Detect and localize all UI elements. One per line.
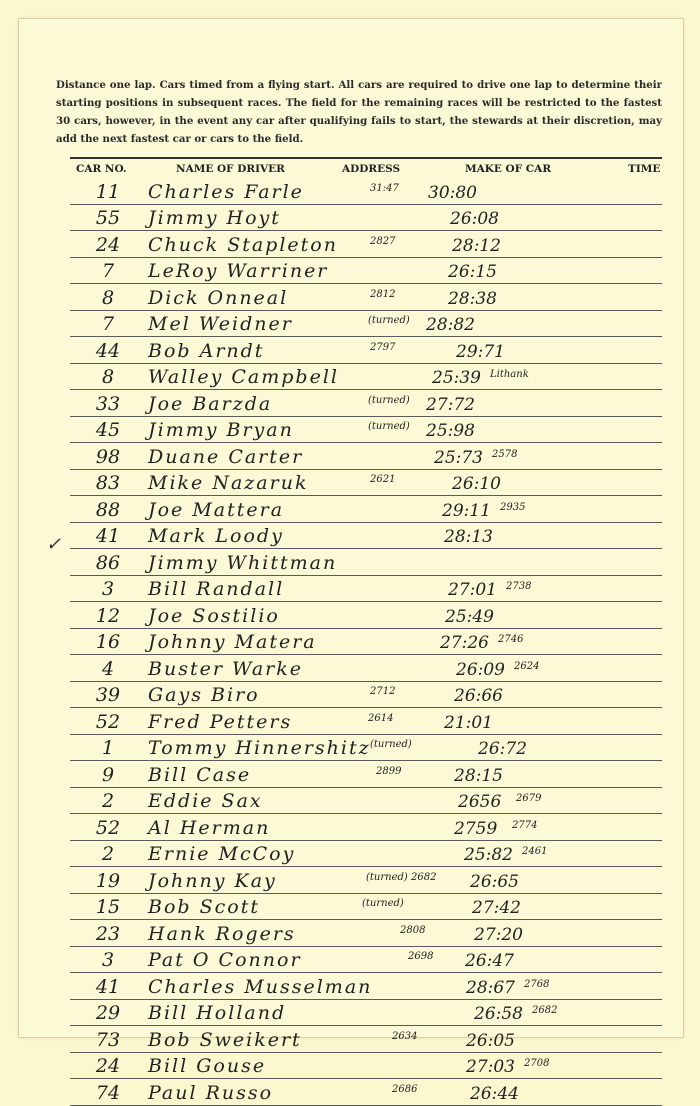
car-number: 39	[95, 684, 121, 706]
address-note: (turned)	[368, 421, 410, 432]
address-note: 2634	[392, 1030, 418, 1042]
lap-time: 26:58	[474, 1004, 523, 1024]
address-note: 2621	[370, 474, 396, 485]
table-row	[70, 788, 662, 815]
lap-time: 26:10	[452, 474, 501, 494]
driver-name: Joe Barzda	[148, 392, 273, 415]
driver-name: Bob Scott	[148, 896, 260, 918]
car-number: 23	[95, 922, 121, 945]
extra-note: 2682	[532, 1005, 558, 1016]
lap-time: 28:82	[426, 315, 475, 335]
driver-name: Bill Case	[148, 763, 252, 786]
address-note: 2808	[400, 924, 426, 936]
lap-time: 30:80	[428, 182, 477, 203]
address-note: 2827	[370, 235, 396, 247]
driver-name: Pat O Connor	[148, 949, 302, 971]
table-row	[70, 576, 662, 603]
car-number: 2	[101, 843, 115, 865]
car-number: 88	[95, 498, 121, 521]
address-note: 2812	[370, 288, 396, 300]
car-number: 7	[101, 260, 115, 282]
address-note: 2698	[408, 951, 434, 962]
driver-name: Duane Carter	[148, 445, 304, 468]
header-make-of-car: MAKE OF CAR	[465, 163, 552, 175]
table-row	[70, 364, 662, 391]
car-number: 41	[95, 975, 121, 998]
header-time: TIME	[628, 163, 661, 175]
instructions-paragraph: Distance one lap. Cars timed from a flying start. All cars are required to drive one lap to determine their starting positions in subsequent races. The field for the remaining races will be restricted to the fastest 30 cars, however, in the event any car after qualifying fails to start, the stewards at their discretion, may add the next fastest car or cars to the field.	[56, 79, 662, 145]
car-number: 41	[95, 525, 121, 547]
table-row	[70, 549, 662, 576]
extra-note: 2738	[506, 581, 532, 592]
car-number: 24	[95, 1055, 121, 1077]
lap-time: 27:01	[448, 580, 497, 600]
lap-time: 29:71	[456, 341, 505, 362]
lap-time: 2656	[458, 792, 502, 812]
lap-time: 27:26	[440, 633, 489, 653]
driver-name: Bill Holland	[148, 1002, 287, 1024]
driver-name: Mark Loody	[148, 525, 284, 547]
lap-time: 2759	[454, 818, 498, 839]
header-address: ADDRESS	[342, 163, 401, 175]
driver-name: Chuck Stapleton	[148, 233, 338, 256]
address-note: 2614	[368, 712, 394, 724]
table-row	[70, 284, 662, 311]
table-row	[70, 708, 662, 735]
extra-note: Lithank	[490, 369, 529, 380]
car-number: 45	[95, 419, 121, 441]
extra-note: 2679	[516, 793, 542, 804]
driver-name: Jimmy Hoyt	[148, 207, 281, 229]
lap-time: 25:39	[432, 368, 481, 388]
car-number: 83	[95, 472, 121, 494]
lap-time: 29:11	[442, 500, 491, 521]
lap-time: 26:15	[448, 262, 497, 282]
lap-time: 27:03	[466, 1057, 515, 1077]
table-row	[70, 390, 662, 417]
lap-time: 25:49	[445, 606, 494, 627]
address-note: 2686	[392, 1083, 418, 1095]
driver-name: Bill Randall	[148, 578, 285, 600]
lap-time: 26:65	[470, 871, 519, 892]
car-number: 33	[95, 392, 121, 415]
driver-name: Johnny Matera	[148, 631, 317, 653]
table-row	[70, 1000, 662, 1027]
extra-note: 2935	[500, 501, 526, 513]
header-driver-name: NAME OF DRIVER	[176, 163, 285, 175]
car-number: 1	[101, 737, 115, 759]
car-number: 3	[101, 578, 115, 600]
lap-time: 26:66	[454, 686, 503, 706]
table-row	[70, 205, 662, 232]
lap-time: 26:47	[465, 951, 514, 971]
lap-time: 28:12	[452, 235, 501, 256]
table-row	[70, 1053, 662, 1080]
driver-name: Buster Warke	[148, 657, 303, 680]
table-row	[70, 814, 662, 841]
driver-name: Joe Mattera	[148, 498, 285, 521]
lap-time: 27:72	[426, 394, 475, 415]
car-number: 29	[95, 1002, 121, 1024]
address-note: 2712	[370, 686, 396, 697]
driver-name: Al Herman	[148, 816, 271, 839]
table-row	[70, 258, 662, 285]
table-row	[70, 867, 662, 894]
entries-list	[70, 178, 662, 1106]
table-row	[70, 417, 662, 444]
address-note: (turned) 2682	[366, 871, 437, 883]
lap-time: 26:05	[466, 1030, 515, 1051]
address-note: (turned)	[368, 315, 410, 326]
driver-name: Bill Gouse	[148, 1055, 267, 1077]
driver-name: Hank Rogers	[148, 922, 296, 945]
lap-time: 26:44	[470, 1083, 519, 1104]
car-number: 16	[95, 631, 121, 653]
driver-name: Gays Biro	[148, 684, 260, 706]
extra-note: 2746	[498, 634, 524, 645]
lap-time: 28:38	[448, 288, 497, 309]
driver-name: Bob Sweikert	[148, 1028, 302, 1051]
table-row	[70, 337, 662, 364]
lap-time: 26:08	[450, 209, 499, 229]
car-number: 8	[101, 366, 115, 388]
table-row	[70, 973, 662, 1000]
driver-name: Johnny Kay	[148, 869, 277, 892]
extra-note: 2708	[524, 1058, 550, 1069]
lap-time: 27:42	[472, 898, 521, 918]
extra-note: 2774	[512, 819, 538, 831]
table-row	[70, 761, 662, 788]
car-number: 7	[101, 313, 115, 335]
lap-time: 21:01	[444, 712, 493, 733]
car-number: 73	[95, 1028, 121, 1051]
driver-name: Tommy Hinnershitz	[148, 737, 371, 759]
car-number: 74	[95, 1081, 121, 1104]
header-car-no: CAR NO.	[76, 163, 127, 175]
driver-name: Joe Sostilio	[148, 604, 280, 627]
car-number: 86	[95, 551, 121, 574]
driver-name: Ernie McCoy	[148, 843, 296, 865]
driver-name: Jimmy Whittman	[148, 551, 338, 574]
table-row	[70, 178, 662, 205]
table-row	[70, 523, 662, 550]
address-note: 2797	[370, 341, 396, 353]
driver-name: Paul Russo	[148, 1081, 274, 1104]
car-number: 4	[101, 657, 115, 680]
table-row	[70, 920, 662, 947]
car-number: 24	[95, 233, 121, 256]
car-number: 52	[95, 816, 121, 839]
car-number: 55	[95, 207, 121, 229]
table-row	[70, 470, 662, 497]
table-row	[70, 655, 662, 682]
driver-name: Mel Weidner	[148, 313, 293, 335]
car-number: 8	[101, 286, 115, 309]
lap-time: 28:67	[466, 977, 515, 998]
car-number: 98	[95, 445, 121, 468]
check-mark: ✓	[46, 534, 62, 555]
table-row	[70, 735, 662, 762]
address-note: 2899	[376, 765, 402, 777]
driver-name: Dick Onneal	[148, 286, 289, 309]
car-number: 9	[101, 763, 115, 786]
table-row	[70, 496, 662, 523]
extra-note: 2624	[514, 660, 540, 672]
table-row	[70, 1026, 662, 1053]
table-row	[70, 231, 662, 258]
extra-note: 2578	[492, 448, 518, 460]
table-row	[70, 602, 662, 629]
lap-time: 27:20	[474, 924, 523, 945]
address-note: (turned)	[370, 739, 412, 750]
driver-name: Mike Nazaruk	[148, 472, 309, 494]
lap-time: 28:15	[454, 765, 503, 786]
car-number: 12	[95, 604, 121, 627]
car-number: 19	[95, 869, 121, 892]
car-number: 3	[101, 949, 115, 971]
driver-name: Eddie Sax	[148, 790, 263, 812]
table-row	[70, 894, 662, 921]
address-note: 31:47	[370, 182, 399, 194]
address-note: (turned)	[362, 898, 404, 909]
lap-time: 26:72	[478, 739, 527, 759]
car-number: 44	[95, 339, 121, 362]
driver-name: Bob Arndt	[148, 339, 265, 362]
lap-time: 26:09	[456, 659, 505, 680]
car-number: 15	[95, 896, 121, 918]
table-row	[70, 1079, 662, 1106]
extra-note: 2768	[524, 978, 550, 990]
table-row	[70, 947, 662, 974]
table-row	[70, 841, 662, 868]
table-row	[70, 443, 662, 470]
extra-note: 2461	[522, 846, 548, 857]
car-number: 11	[95, 180, 121, 203]
driver-name: Charles Musselman	[148, 975, 373, 998]
driver-name: Fred Petters	[148, 710, 293, 733]
address-note: (turned)	[368, 394, 410, 406]
lap-time: 25:82	[464, 845, 513, 865]
driver-name: Jimmy Bryan	[148, 419, 294, 441]
car-number: 52	[95, 710, 121, 733]
table-row	[70, 311, 662, 338]
lap-time: 25:73	[434, 447, 483, 468]
driver-name: Walley Campbell	[148, 366, 339, 388]
driver-name: Charles Farle	[148, 180, 304, 203]
header-rule	[70, 157, 662, 159]
table-row	[70, 682, 662, 709]
lap-time: 25:98	[426, 421, 475, 441]
driver-name: LeRoy Warriner	[148, 260, 329, 282]
car-number: 2	[101, 790, 115, 812]
table-row	[70, 629, 662, 656]
lap-time: 28:13	[444, 527, 493, 547]
